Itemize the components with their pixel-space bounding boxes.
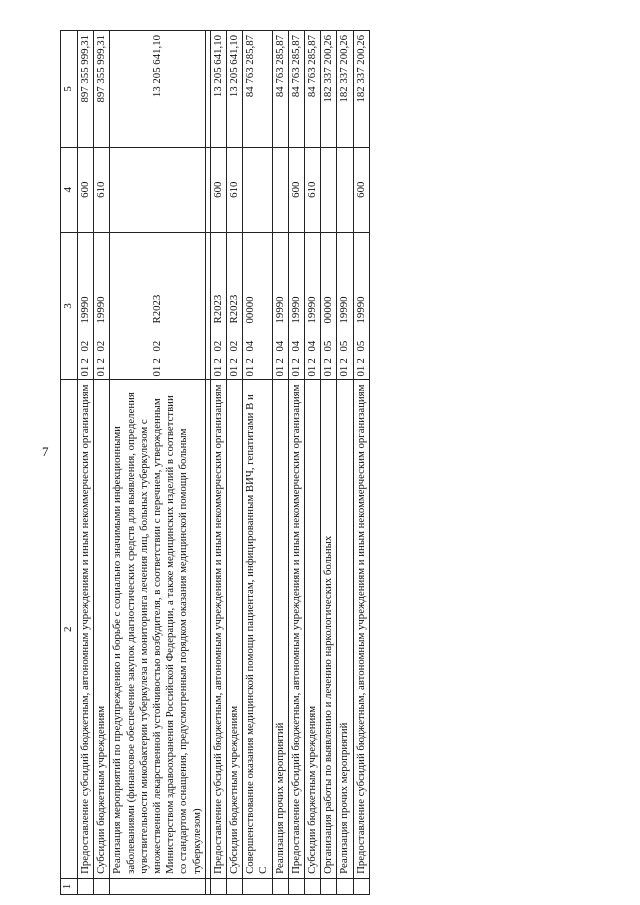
header-col-2: 2 [61,380,78,878]
header-row [61,31,78,895]
table-row [272,31,288,895]
row-amount: 13 205 641,10 [210,31,226,148]
code-subprogram: 2 [306,358,319,364]
row-code [110,232,205,380]
row-amount: 13 205 641,10 [227,31,243,148]
code-main-event: 04 [244,340,257,352]
code-program: 01 [354,365,367,377]
table-row [243,31,272,895]
code-main-event: 04 [306,340,319,352]
row-amount: 84 763 285,87 [243,31,272,148]
code-direction: 19990 [338,296,351,324]
row-name: Предоставление субсидий бюджетным, автономным учреждениям и иным некоммерческим организациям [78,380,94,878]
code-program: 01 [95,365,108,377]
row-code [243,232,272,380]
table-row [94,31,110,895]
row-code [227,232,243,380]
code-program: 01 [151,365,164,377]
row-amount: 84 763 285,87 [272,31,288,148]
code-program: 01 [79,365,91,377]
row-amount: 897 355 999,31 [78,31,94,148]
code-subprogram: 2 [289,358,302,364]
row-name: Реализация прочих мероприятий [272,380,288,878]
row-name: Предоставление субсидий бюджетным, автономным учреждениям и иным некоммерческим организациям [288,380,304,878]
code-program: 01 [244,365,257,377]
code-program: 01 [338,365,351,377]
code-direction: 19990 [354,296,367,324]
row-code [337,232,353,380]
code-subprogram: 2 [273,358,286,364]
code-main-event: 05 [354,340,367,352]
code-direction: 19990 [289,296,302,324]
code-main-event: 04 [289,340,302,352]
code-subprogram: 2 [322,358,335,364]
code-program: 01 [273,365,286,377]
code-subprogram: 2 [79,358,91,364]
row-name: Субсидии бюджетным учреждениям [227,380,243,878]
table-row [210,31,226,895]
row-type [337,147,353,232]
row-col-1 [78,878,94,894]
code-subprogram: 2 [211,358,224,364]
row-amount: 897 355 999,31 [94,31,110,148]
code-subprogram: 2 [228,358,241,364]
row-amount: 13 205 641,10 [110,31,205,148]
row-name: Реализация мероприятий по предупреждению и борьбе с социально значимыми инфекционными заболеваниями (финансовое обеспечение закупок диагностических средств для выявления, определения чувствительности микобактерии туберкулеза и мониторинга лечения лиц, больных туберкулезом с множественной лекарственной устойчивостью возбудителя, в соответствии с перечнем, утвержденным Министерством здравоохранения Российской Федерации, а также медицинских изделий в соответствии со стандартом оснащения, предусмотренным порядком оказания медицинской помощи больным туберкулезом) [110,380,205,878]
row-col-1 [210,878,226,894]
rotated-page [60,30,600,895]
table-row [321,31,337,895]
code-main-event: 02 [151,340,164,352]
row-col-1 [288,878,304,894]
row-type: 600 [78,147,94,232]
row-code [272,232,288,380]
table-row [353,31,369,895]
header-col-3: 3 [61,232,78,380]
code-direction: 19990 [79,296,91,324]
row-type: 610 [227,147,243,232]
row-type: 600 [353,147,369,232]
row-type: 610 [305,147,321,232]
code-program: 01 [289,365,302,377]
table-row [288,31,304,895]
row-code [210,232,226,380]
header-col-5: 5 [61,31,78,148]
row-type [243,147,272,232]
code-subprogram: 2 [338,358,351,364]
row-type [272,147,288,232]
row-col-1 [337,878,353,894]
table-row [337,31,353,895]
row-col-1 [94,878,110,894]
code-subprogram: 2 [354,358,367,364]
row-code [353,232,369,380]
row-amount: 84 763 285,87 [305,31,321,148]
row-code [305,232,321,380]
code-main-event: 02 [79,340,91,352]
row-name: Субсидии бюджетным учреждениям [305,380,321,878]
table-row [110,31,205,895]
code-subprogram: 2 [95,358,108,364]
code-main-event: 02 [95,340,108,352]
code-main-event: 02 [211,340,224,352]
row-name: Совершенствование оказания медицинской помощи пациентам, инфицированным ВИЧ, гепатитами В и С [243,380,272,878]
row-col-1 [272,878,288,894]
table-row [305,31,321,895]
header-col-4: 4 [61,147,78,232]
row-code [288,232,304,380]
code-direction: 00000 [322,296,335,324]
row-type [321,147,337,232]
row-code [78,232,94,380]
row-col-1 [353,878,369,894]
code-direction: 19990 [306,296,319,324]
table-row [78,31,94,895]
budget-table [60,30,370,895]
code-direction: R2023 [228,294,241,324]
code-direction: 19990 [273,296,286,324]
row-amount: 84 763 285,87 [288,31,304,148]
row-name: Субсидии бюджетным учреждениям [94,380,110,878]
code-program: 01 [322,365,335,377]
code-program: 01 [228,365,241,377]
code-main-event: 05 [338,340,351,352]
code-subprogram: 2 [151,358,164,364]
row-type: 600 [210,147,226,232]
code-subprogram: 2 [244,358,257,364]
row-amount: 182 337 200,26 [321,31,337,148]
code-direction: 00000 [244,296,257,324]
row-amount: 182 337 200,26 [353,31,369,148]
row-type: 600 [288,147,304,232]
row-code [321,232,337,380]
row-col-1 [305,878,321,894]
code-program: 01 [211,365,224,377]
row-code [94,232,110,380]
page-number: 7 [42,444,49,459]
row-type: 610 [94,147,110,232]
row-col-1 [110,878,205,894]
row-name: Реализация прочих мероприятий [337,380,353,878]
code-main-event: 02 [228,340,241,352]
row-name: Организация работы по выявлению и лечению наркологических больных [321,380,337,878]
row-col-1 [227,878,243,894]
code-main-event: 04 [273,340,286,352]
table-row [227,31,243,895]
row-type [110,147,205,232]
row-name: Предоставление субсидий бюджетным, автономным учреждениям и иным некоммерческим организациям [353,380,369,878]
code-direction: 19990 [95,296,108,324]
code-direction: R2023 [211,294,224,324]
code-program: 01 [306,365,319,377]
row-amount: 182 337 200,26 [337,31,353,148]
row-name: Предоставление субсидий бюджетным, автономным учреждениям и иным некоммерческим организациям [210,380,226,878]
header-col-1: 1 [61,878,78,894]
code-direction: R2023 [151,294,164,324]
row-col-1 [243,878,272,894]
row-col-1 [321,878,337,894]
code-main-event: 05 [322,340,335,352]
